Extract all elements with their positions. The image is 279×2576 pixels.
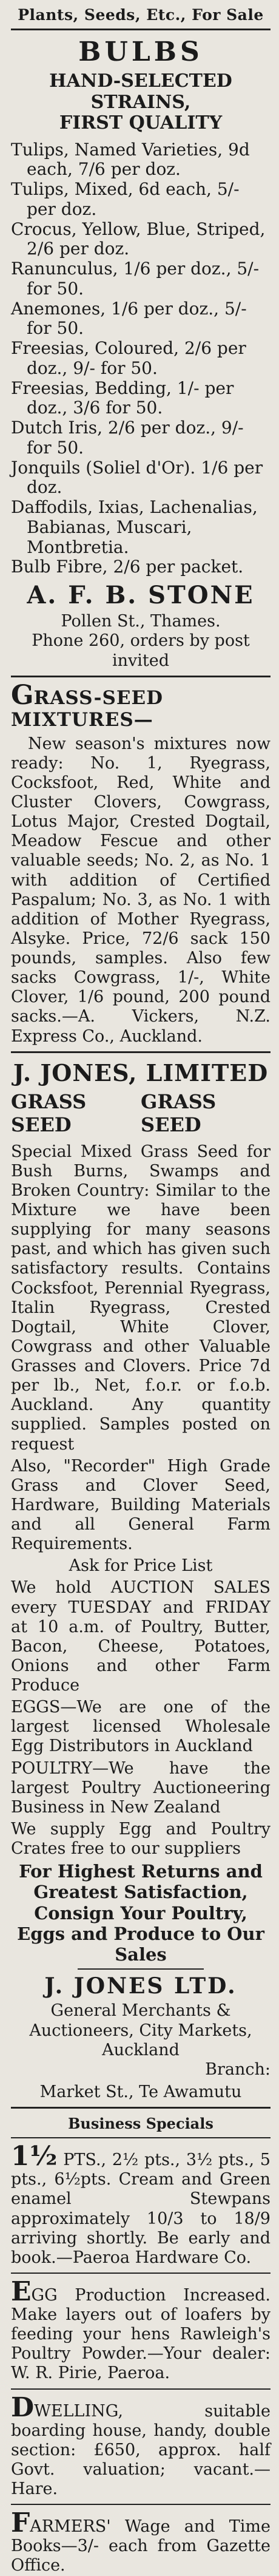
special-body: GG Production Increased. Make layers out of loafers by feeding your hens Rawleigh's Poultry Powder.—Your dealer: W. R. Pirie, Paeroa.: [11, 2285, 271, 2383]
special-initial: F: [11, 2507, 30, 2539]
special-initial: 1½: [11, 2141, 58, 2172]
special-body: ARMERS' Wage and Time Books—3/- each from Gazette Office.: [11, 2517, 271, 2575]
bulb-item: Daffodils, Ixias, Lachenalias, Babianas, Muscari, Montbretia.: [11, 497, 258, 557]
special-text: [11, 2276, 271, 2384]
bulbs-subtitle-line1: HAND-SELECTED STRAINS,: [49, 70, 232, 113]
jones-paragraph: Special Mixed Grass Seed for Bush Burns, Swamps and Broken Country: Similar to the Mixture we have been supplying for many seasons past, and which has given such satisfactory results. Contains Cocksfoot, Perennial Ryegrass, Italin Ryegrass, Crested Dogtail, White Clover, Cowgrass and other Valuable Grasses and Clovers. Price 7d per lb., Net, f.o.r. or f.o.b. Auckland. Any quantity supplied. Samples posted on request: [11, 1142, 271, 1454]
jones-firm-name: J. JONES LTD.: [44, 1973, 237, 1999]
bulb-item: Crocus, Yellow, Blue, Striped, 2/6 per doz.: [11, 219, 266, 259]
jones-advertisement: [11, 1059, 271, 2103]
bulbs-firm-name: A. F. B. STONE: [27, 581, 255, 609]
divider: [11, 1051, 271, 1053]
divider: [11, 2388, 271, 2390]
jones-paragraph: We supply Egg and Poultry Crates free to our suppliers: [11, 1819, 271, 1859]
bulbs-title: BULBS: [78, 36, 203, 67]
jones-paragraph: We hold AUCTION SALES every TUESDAY and FRIDAY at 10 a.m. of Poultry, Butter, Bacon, Cheese, Potatoes, Onions and other Farm Produce: [11, 1578, 271, 1695]
special-text: [11, 2391, 271, 2500]
divider: [11, 29, 271, 30]
bulbs-advertisement: [11, 36, 271, 671]
bulbs-phone: Phone 260, orders by post invited: [32, 631, 250, 670]
special-text: [11, 2507, 271, 2575]
heading-rest: RASS-SEED MIXTURES—: [11, 686, 164, 731]
jones-branch-label: Branch:: [205, 2060, 271, 2079]
grass-seed-mixtures-advertisement: [11, 679, 271, 1046]
bulb-item: Tulips, Mixed, 6d each, 5/- per doz.: [11, 179, 240, 219]
grass-seed-twin-heading: [11, 1090, 271, 1136]
divider: [11, 2273, 271, 2274]
bulb-item: Tulips, Named Varieties, 9d each, 7/6 per doz.: [11, 139, 250, 180]
business-special: [11, 2141, 271, 2268]
heading-initial: G: [11, 679, 34, 711]
twin-heading-right: GRASS SEED: [141, 1090, 217, 1136]
jones-branch: Market St., Te Awamutu: [39, 2082, 242, 2101]
divider: [11, 676, 271, 677]
bulb-item: Anemones, 1/6 per doz., 5/- for 50.: [11, 298, 247, 339]
bulbs-price-list: [11, 140, 271, 578]
divider: [11, 2107, 271, 2109]
jones-paragraph: Also, "Recorder" High Grade Grass and Clover Seed, Hardware, Building Materials and all General Farm Requirements.: [11, 1456, 271, 1554]
bulbs-address: Pollen St., Thames.: [61, 612, 221, 631]
jones-firm-line: General Merchants & Auctioneers, City Markets, Auckland: [29, 2001, 252, 2060]
bulb-item: Jonquils (Soliel d'Or). 1/6 per doz.: [11, 457, 263, 498]
business-specials-header: Business Specials: [68, 2115, 213, 2133]
bulb-item: Ranunculus, 1/6 per doz., 5/- for 50.: [11, 259, 260, 299]
grass-seed-heading: [11, 679, 271, 731]
jones-closing: For Highest Returns and Greatest Satisfaction, Consign Your Poultry, Eggs and Produce to Our Sales: [17, 1861, 264, 1965]
page-header: Plants, Seeds, Etc., For Sale: [18, 6, 264, 24]
business-special: [11, 2507, 271, 2575]
divider: [11, 2504, 271, 2505]
bulbs-subtitle-line2: FIRST QUALITY: [59, 112, 223, 134]
jones-price-list-note: Ask for Price List: [69, 1556, 213, 1576]
jones-paragraph: EGGS—We are one of the largest licensed Wholesale Egg Distributors in Auckland: [11, 1698, 271, 1756]
special-body: WELLING, suitable boarding house, handy, double section: £650, approx. half Govt. valuation; vacant.—Hare.: [11, 2401, 271, 2499]
bulb-item: Bulb Fibre, 2/6 per packet.: [11, 557, 244, 577]
grass-seed-body: New season's mixtures now ready: No. 1, Ryegrass, Cocksfoot, Red, White and Cluster Clovers, Cowgrass, Lotus Major, Crested Dogtail, Meadow Fescue and other valuable seeds; No. 2, as No. 1 with addition of Certified Paspalum; No. 3, as No. 1 with addition of Mother Ryegrass, Alsyke. Price, 72/6 sack 150 pounds, samples. Also few sacks Cowgrass, 1/-, White Clover, 1/6 pound, 200 pound sacks.—A. Vickers, N.Z. Express Co., Auckland.: [11, 734, 271, 1046]
special-initial: D: [11, 2391, 35, 2423]
jones-title: J. JONES, LIMITED: [13, 1059, 269, 1086]
twin-heading-left: GRASS SEED: [11, 1090, 87, 1136]
business-special: [11, 2391, 271, 2500]
divider: [78, 1968, 204, 1970]
business-special: [11, 2276, 271, 2384]
bulb-item: Freesias, Coloured, 2/6 per doz., 9/- for 50.: [11, 338, 246, 378]
bulb-item: Freesias, Bedding, 1/- per doz., 3/6 for 50.: [11, 378, 234, 418]
bulb-item: Dutch Iris, 2/6 per doz., 9/- for 50.: [11, 418, 244, 458]
special-body: PTS., 2½ pts., 3½ pts., 5 pts., 6½pts. Cream and Green enamel Stewpans approximately 10/3 to 18/9 arriving shortly. Be early and book.—Paeroa Hardware Co.: [11, 2151, 271, 2267]
bulbs-subtitle: [11, 71, 271, 134]
divider: [11, 2137, 271, 2138]
special-initial: E: [11, 2276, 32, 2307]
jones-paragraph: POULTRY—We have the largest Poultry Auctioneering Business in New Zealand: [11, 1758, 271, 1817]
special-text: [11, 2141, 271, 2268]
